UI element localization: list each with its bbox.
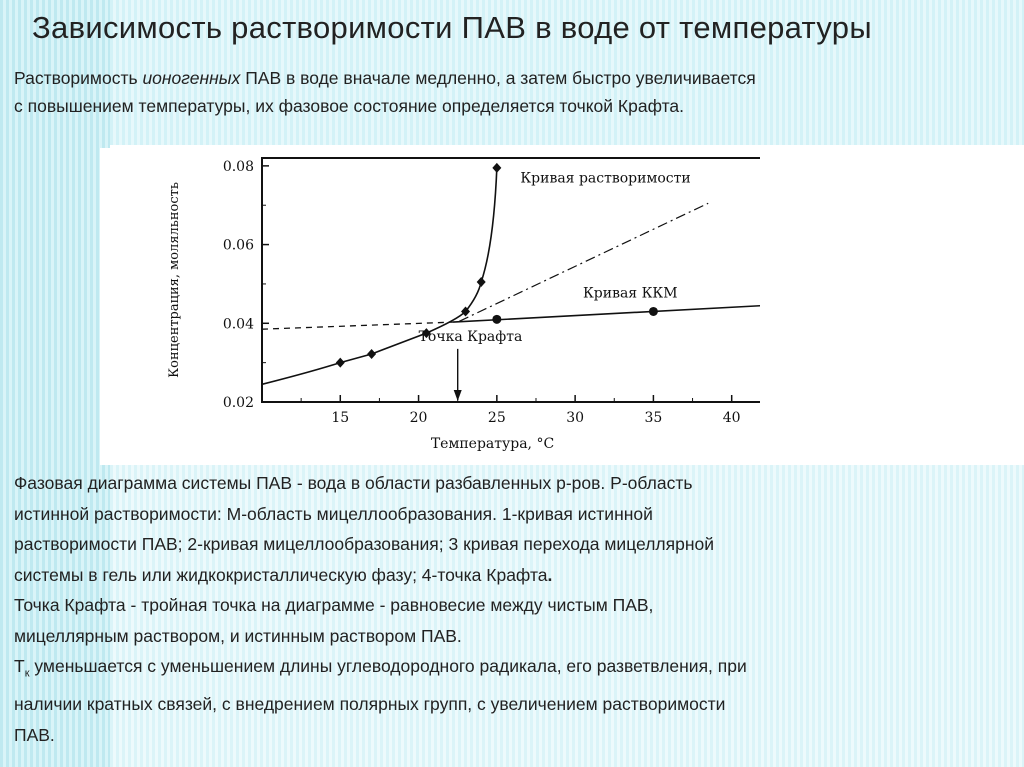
body-period: . [547,564,553,585]
x-tick-label: 40 [722,410,741,426]
intro-line-2: с повышением температуры, их фазовое состояние определяется точкой Крафта. [14,96,684,116]
decorative-right-area [760,145,1024,465]
solubility-marker [477,277,486,287]
body-line: растворимости ПАВ; 2-кривая мицеллообразования; 3 кривая перехода мицеллярной [14,534,714,554]
body-line: уменьшается с уменьшением длины углеводородного радикала, его разветвления, при [29,656,747,676]
solubility-marker [367,349,376,359]
y-tick-label: 0.04 [222,316,254,333]
solubility-chart [100,148,760,465]
body-line: истинной растворимости: М-область мицеллообразования. 1-кривая истинной [14,503,653,524]
intro-text [14,64,1014,120]
solubility-curve-label: Кривая растворимости [520,170,691,187]
y-tick-label: 0.06 [222,237,254,254]
body-line: Точка Крафта - тройная точка на диаграмме - равновесие между чистым ПАВ, [14,595,654,615]
gel-transition-line [459,203,708,321]
body-text [14,468,1014,750]
krafft-point-label: Точка Крафта [418,329,523,345]
y-tick-label: 0.02 [222,395,254,411]
x-axis-label: Температура, °C [430,436,555,452]
chart-area [100,148,760,465]
x-tick-label: 30 [566,410,585,426]
y-axis-label: Концентрация, моляльность [167,182,182,378]
intro-italic: ионогенных [142,68,241,88]
intro-part-2: ПАВ в воде вначале медленно, а затем быстро увеличивается [240,68,756,88]
slide-title: Зависимость растворимости ПАВ в воде от температуры [32,10,872,45]
body-line: ПАВ. [14,724,55,745]
plot-frame [262,158,760,402]
intro-line-1 [14,64,1014,92]
body-line: мицеллярным раствором, и истинным раствором ПАВ. [14,625,462,646]
solubility-marker [336,358,345,368]
x-tick-label: 25 [487,410,506,426]
solubility-curve [262,168,497,384]
y-tick-label: 0.08 [222,158,254,175]
body-line: наличии кратных связей, с внедрением полярных групп, с увеличением растворимости [14,694,726,714]
x-tick-label: 35 [644,410,663,426]
paragraph-krafft-point [14,590,1014,651]
tk-subscript: к [24,667,30,680]
tk-symbol: Т [14,656,25,676]
paragraph-tk [14,651,1014,750]
cmc-curve-label: Кривая ККМ [582,285,678,302]
solubility-marker [492,163,501,173]
x-tick-label: 15 [331,410,350,426]
paragraph-phase-diagram [14,468,1014,590]
x-tick-label: 20 [409,410,428,426]
body-line: системы в гель или жидкокристаллическую фазу; 4-точка Крафта [14,564,548,585]
cmc-marker [649,307,658,316]
krafft-arrow-head [454,390,462,401]
intro-part-1: Растворимость [14,68,143,88]
body-line: Фазовая диаграмма системы ПАВ - вода в области разбавленных р-ров. Р-область [14,473,693,493]
cmc-marker [492,315,501,324]
